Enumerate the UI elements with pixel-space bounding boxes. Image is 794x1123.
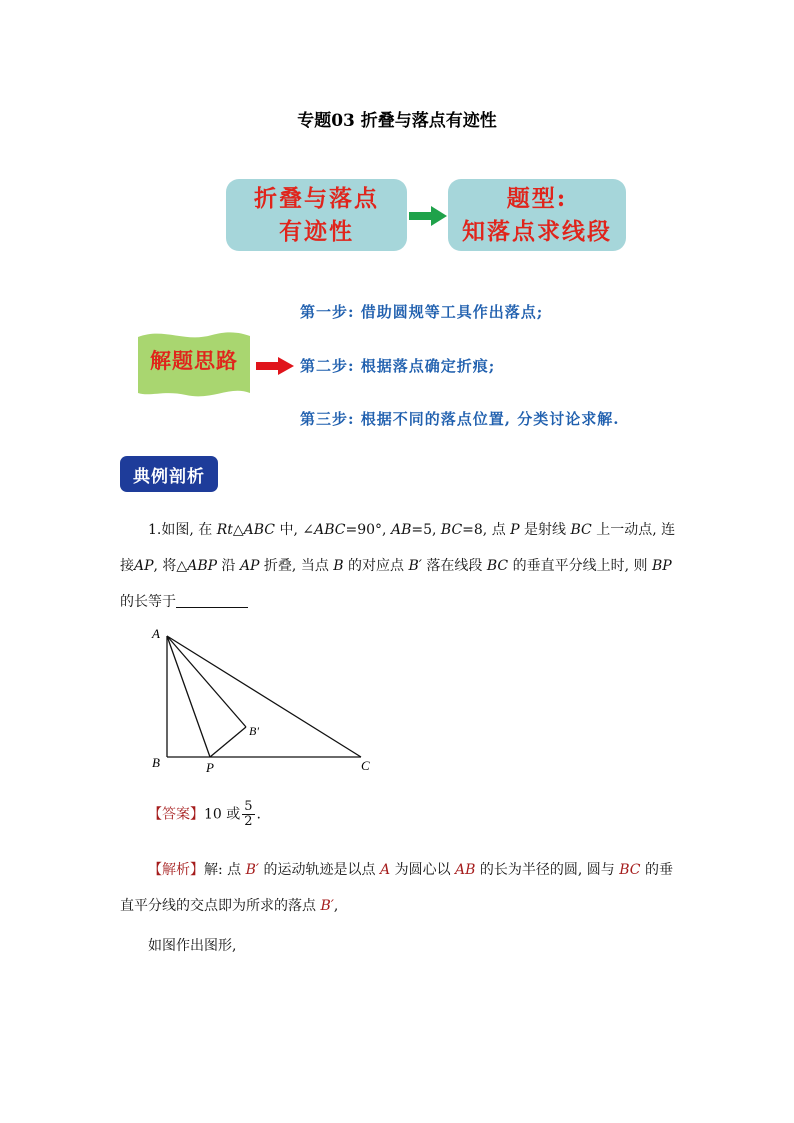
question-text: =8, 点 [462,522,511,538]
segment-ap [167,636,210,757]
concept-line-2: 有迹性 [279,218,354,245]
question-text: 是射线 [519,522,571,538]
math-term: B′ [408,558,422,574]
math-term: B [333,558,344,574]
label-c: C [361,758,370,773]
math-term: Rt△ABC [216,522,276,538]
concept-box [226,179,407,251]
analysis-text: 的垂直平分线的交点即为所求的落点 [120,862,673,914]
math-term: AP [239,558,260,574]
figure-instruction: 如图作出图形, [148,938,237,954]
answer-end: . [256,806,261,823]
math-term: BC [619,862,641,878]
math-term: BC [440,522,463,538]
analysis-text: 的运动轨迹是以点 [259,862,380,878]
math-term: BC [486,558,509,574]
answer-line [148,800,261,829]
math-term: ABP [187,558,218,574]
concept-line-1: 折叠与落点 [254,185,379,212]
segment-pbprime [210,727,246,757]
question-1 [120,512,680,620]
section-tag: 典例剖析 [120,456,218,492]
method-step-2: 第二步: 根据落点确定折痕; [300,357,496,375]
right-arrow-icon [409,206,447,226]
triangle-figure [140,620,390,780]
analysis-text: 的长为半径的圆, 圆与 [475,862,620,878]
answer-fraction [242,800,254,829]
question-text: , 将△ [153,558,188,574]
question-text: =5, [411,522,441,538]
math-term: ABC [314,522,346,538]
math-term: AB [390,522,412,538]
right-arrow-icon [256,357,294,375]
label-a: A [152,626,160,641]
answer-text: 10 或 [204,806,241,823]
question-text: 的长等于 [120,594,176,610]
math-term: AB [455,862,476,878]
answer-blank [176,593,248,608]
question-text: 落在线段 [421,558,487,574]
analysis-text: 为圆心以 [390,862,456,878]
method-step-3: 第三步: 根据不同的落点位置, 分类讨论求解. [300,410,620,428]
question-text: =90°, [345,522,391,538]
analysis-text: 解: 点 [204,862,246,878]
page-title: 专题03 折叠与落点有迹性 [297,111,497,131]
fraction-numerator: 5 [244,799,253,814]
math-term: AP [134,558,154,574]
math-term: P [510,522,520,538]
type-line-2: 知落点求线段 [462,218,612,245]
segment-abprime [167,636,246,727]
fraction-denominator: 2 [244,814,253,829]
question-text: 的对应点 [343,558,409,574]
analysis-tag: 【解析】 [148,862,204,878]
type-line-1: 题型: [506,185,568,212]
math-term: A [380,862,391,878]
label-b: B [152,755,160,770]
question-text: 中, ∠ [275,522,315,538]
question-text: 折叠, 当点 [259,558,334,574]
analysis-text: , [333,898,339,914]
type-box [448,179,626,251]
question-text: 上一动点, 连接 [120,522,676,574]
label-bprime: B' [249,724,259,738]
analysis [120,852,680,924]
question-text: 沿 [217,558,240,574]
math-term: B′ [245,862,260,878]
label-p: P [206,760,214,775]
method-step-1: 第一步: 借助圆规等工具作出落点; [300,303,544,321]
math-term: B′ [320,898,334,914]
question-text: 1.如图, 在 [148,522,217,538]
segment-ac [167,636,361,757]
answer-tag: 【答案】 [148,806,204,823]
math-term: BC [570,522,592,538]
method-label: 解题思路 [150,348,238,373]
question-text: 的垂直平分线上时, 则 [508,558,652,574]
math-term: BP [651,558,672,574]
